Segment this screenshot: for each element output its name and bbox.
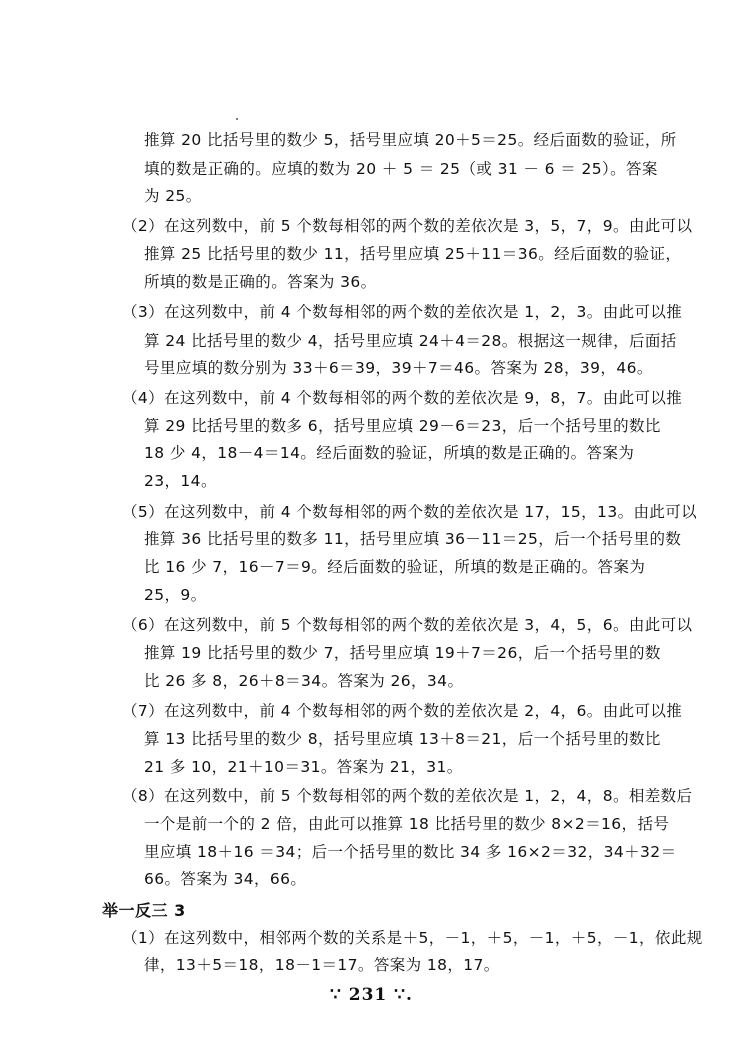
text-line: 推算 19 比括号里的数少 7，括号里应填 19＋7＝26，后一个括号里的数 xyxy=(144,644,661,662)
text-line: （7）在这列数中，前 4 个数每相邻的两个数的差依次是 2，4，6。由此可以推 xyxy=(122,702,683,721)
text-line: 23，14。 xyxy=(144,472,217,491)
section-heading: 举一反三 3 xyxy=(102,901,186,920)
text-line: 比 26 多 8，26＋8＝34。答案为 26，34。 xyxy=(144,671,464,690)
text-line: 为 25。 xyxy=(144,187,202,206)
text-line: 推算 25 比括号里的数少 11，括号里应填 25＋11＝36。经后面数的验证， xyxy=(144,244,682,263)
text-line: （4）在这列数中，前 4 个数每相邻的两个数的差依次是 9，8，7。由此可以推 xyxy=(122,388,683,407)
text-line: 66。答案为 34，66。 xyxy=(144,870,307,889)
print-speck xyxy=(236,118,238,120)
text-line: 25，9。 xyxy=(144,585,207,604)
text-line: （1）在这列数中，相邻两个数的关系是＋5，－1，＋5，－1，＋5，－1，依此规 xyxy=(122,928,703,947)
text-line: 推算 20 比括号里的数少 5，括号里应填 20＋5＝25。经后面数的验证，所 xyxy=(144,131,677,149)
text-line: 算 24 比括号里的数少 4，括号里应填 24＋4＝28。根据这一规律，后面括 xyxy=(144,331,677,350)
page-number: ∵ 231 ∵. xyxy=(330,985,413,1005)
text-line: 算 29 比括号里的数多 6，括号里应填 29－6＝23，后一个括号里的数比 xyxy=(144,416,661,435)
text-line: （8）在这列数中，前 5 个数每相邻的两个数的差依次是 1，2，4，8。相差数后 xyxy=(122,787,693,806)
text-line: （2）在这列数中，前 5 个数每相邻的两个数的差依次是 3，5，7，9。由此可以 xyxy=(122,217,693,235)
text-line: （6）在这列数中，前 5 个数每相邻的两个数的差依次是 3，4，5，6。由此可以 xyxy=(122,616,693,635)
text-line: 推算 36 比括号里的数多 11，括号里应填 36－11＝25，后一个括号里的数 xyxy=(144,530,682,549)
text-line: 18 少 4，18－4＝14。经后面数的验证，所填的数是正确的。答案为 xyxy=(144,444,635,463)
text-line: （5）在这列数中，前 4 个数每相邻的两个数的差依次是 17，15，13。由此可以 xyxy=(122,502,698,521)
text-line: 21 多 10，21＋10＝31。答案为 21，31。 xyxy=(144,757,463,776)
text-line: 填的数是正确的。应填的数为 20 ＋ 5 ＝ 25（或 31 － 6 ＝ 25）。答案 xyxy=(144,159,658,178)
text-line: 里应填 18＋16 ＝34；后一个括号里的数比 34 多 16×2＝32，34＋32＝ xyxy=(144,842,677,861)
text-line: 算 13 比括号里的数少 8，括号里应填 13＋8＝21，后一个括号里的数比 xyxy=(144,729,661,748)
text-line: 所填的数是正确的。答案为 36。 xyxy=(144,273,377,292)
text-line: 号里应填的数分别为 33＋6＝39，39＋7＝46。答案为 28，39，46。 xyxy=(144,359,653,378)
text-line: 律，13＋5＝18，18－1＝17。答案为 18，17。 xyxy=(144,956,500,975)
text-line: （3）在这列数中，前 4 个数每相邻的两个数的差依次是 1，2，3。由此可以推 xyxy=(122,302,683,321)
text-line: 比 16 少 7，16－7＝9。经后面数的验证，所填的数是正确的。答案为 xyxy=(144,558,646,576)
text-line: 一个是前一个的 2 倍，由此可以推算 18 比括号里的数少 8×2＝16，括号 xyxy=(144,815,670,833)
